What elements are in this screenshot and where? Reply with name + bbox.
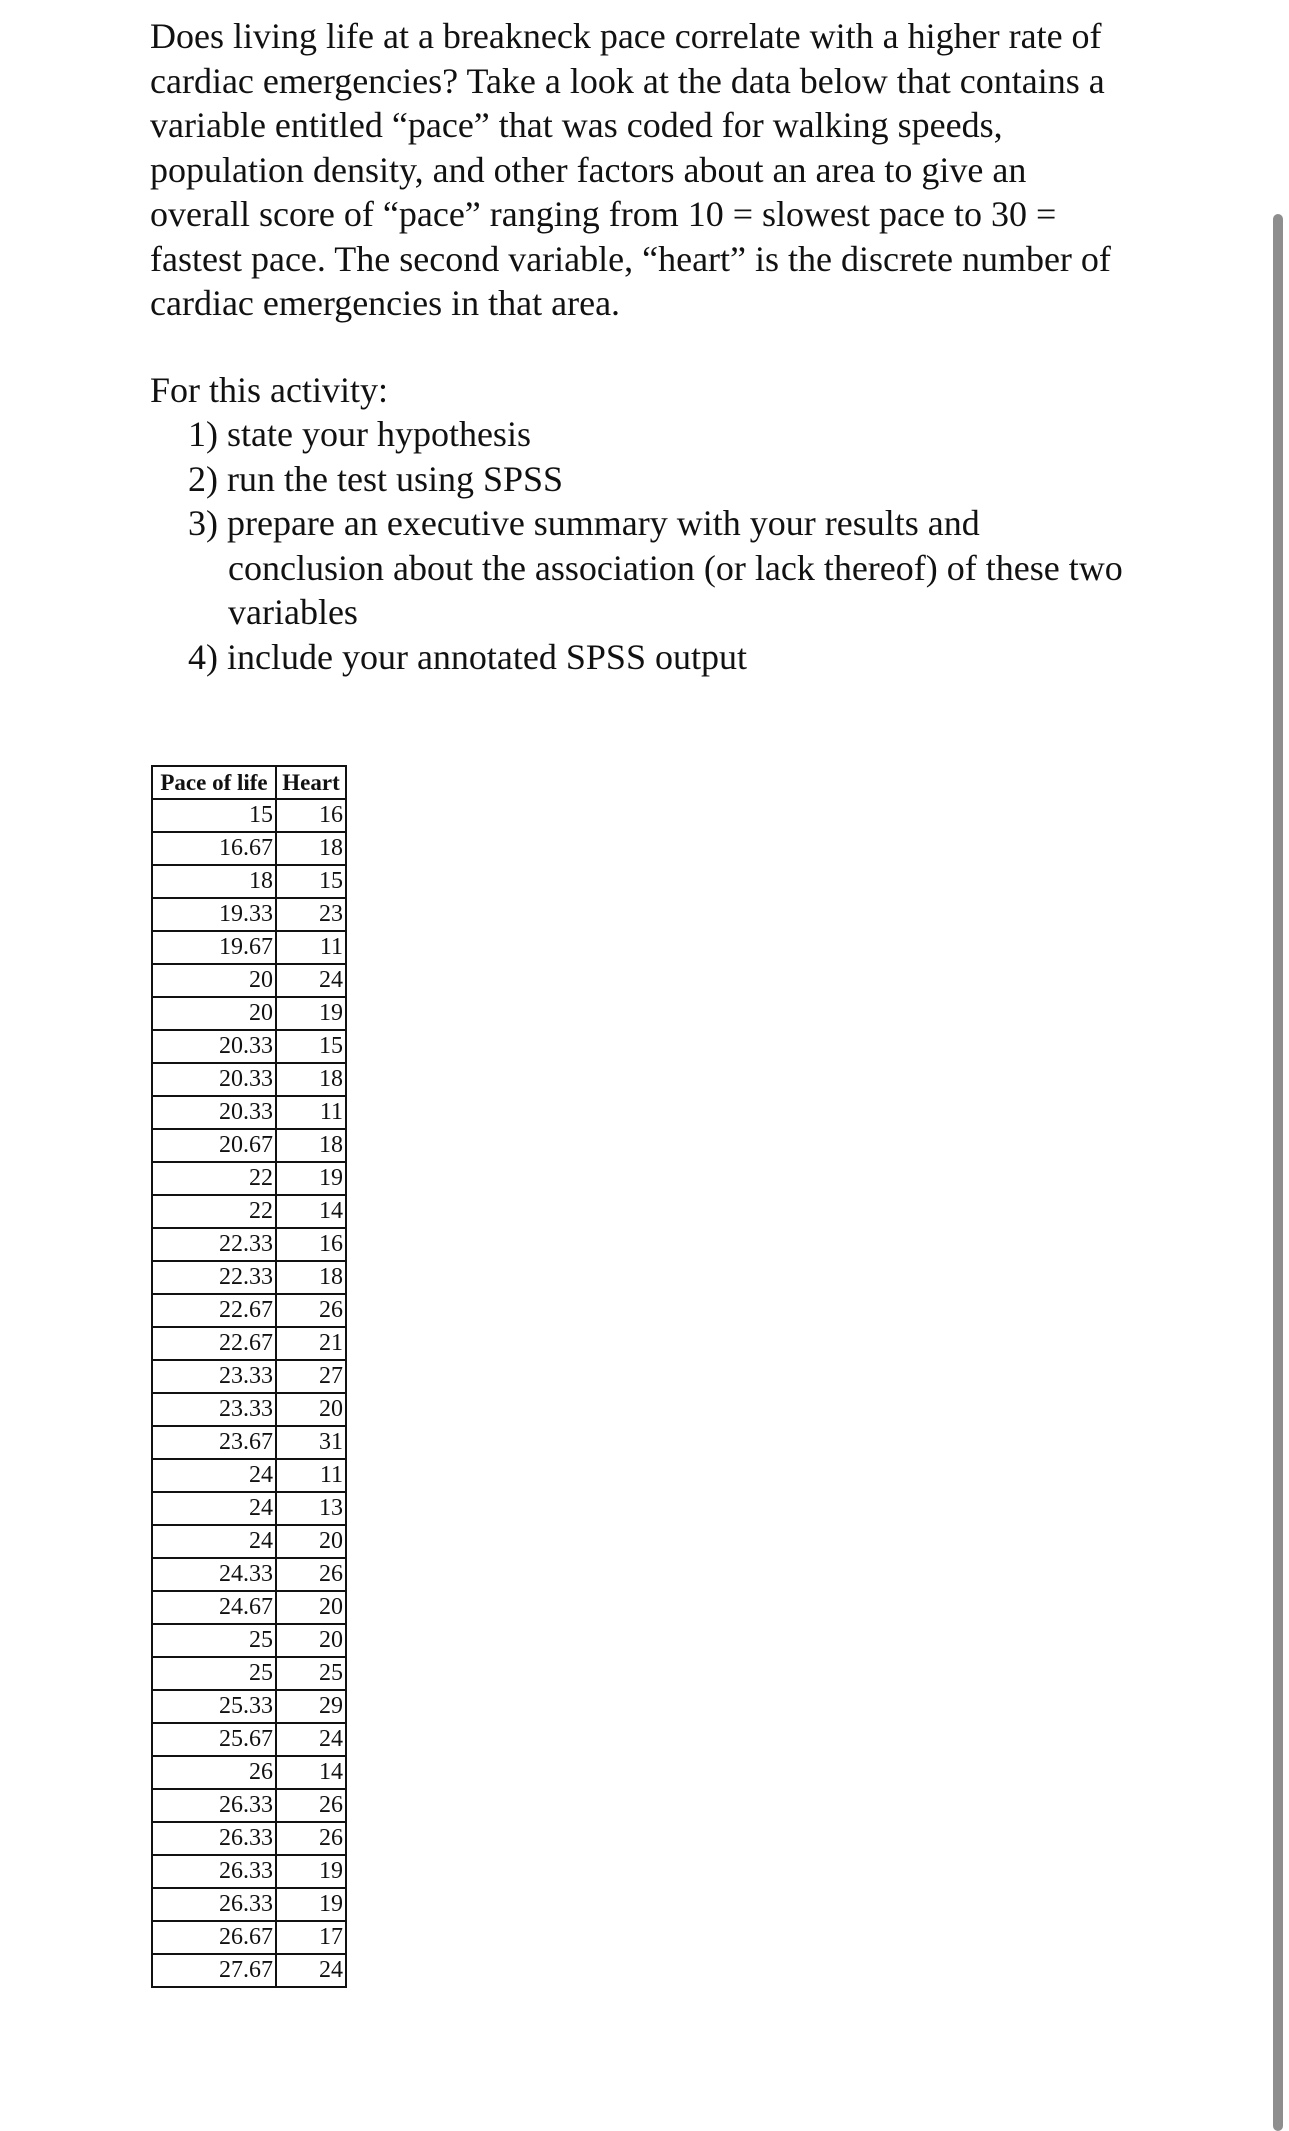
- table-row: [152, 865, 346, 898]
- pace-of-life-cell: 22: [152, 1162, 276, 1195]
- heart-cell: 31: [276, 1426, 346, 1459]
- pace-of-life-cell: 25.33: [152, 1690, 276, 1723]
- pace-of-life-cell: 18: [152, 865, 276, 898]
- heart-cell: 16: [276, 1228, 346, 1261]
- pace-of-life-cell: 24: [152, 1525, 276, 1558]
- pace-of-life-cell: 24.67: [152, 1591, 276, 1624]
- table-row: [152, 1162, 346, 1195]
- heart-cell: 18: [276, 1063, 346, 1096]
- table-row: [152, 1063, 346, 1096]
- table-row: [152, 964, 346, 997]
- heart-cell: 19: [276, 1888, 346, 1921]
- step-item-spss-output: 4) include your annotated SPSS output: [188, 636, 747, 677]
- activity-heading: For this activity:: [150, 370, 388, 410]
- table-row: [152, 1525, 346, 1558]
- heart-cell: 11: [276, 931, 346, 964]
- pace-of-life-cell: 19.33: [152, 898, 276, 931]
- heart-cell: 20: [276, 1591, 346, 1624]
- heart-cell: 18: [276, 832, 346, 865]
- pace-of-life-cell: 26.33: [152, 1888, 276, 1921]
- table-row: [152, 1624, 346, 1657]
- heart-cell: 16: [276, 799, 346, 832]
- heart-cell: 20: [276, 1393, 346, 1426]
- table-row: [152, 1228, 346, 1261]
- table-row: [152, 1261, 346, 1294]
- heart-cell: 17: [276, 1921, 346, 1954]
- pace-of-life-cell: 24.33: [152, 1558, 276, 1591]
- pace-of-life-cell: 27.67: [152, 1954, 276, 1987]
- heart-cell: 26: [276, 1294, 346, 1327]
- table-row: [152, 1657, 346, 1690]
- table-row: [152, 1294, 346, 1327]
- pace-of-life-cell: 26.67: [152, 1921, 276, 1954]
- table-row: [152, 931, 346, 964]
- pace-of-life-cell: 24: [152, 1459, 276, 1492]
- column-header-heart: Heart: [276, 766, 346, 799]
- table-row: [152, 1723, 346, 1756]
- pace-of-life-cell: 20: [152, 997, 276, 1030]
- table-header-row: [152, 766, 346, 799]
- pace-of-life-cell: 20.33: [152, 1030, 276, 1063]
- step-item-hypothesis: 1) state your hypothesis: [188, 414, 531, 454]
- table-row: [152, 1690, 346, 1723]
- pace-of-life-cell: 16.67: [152, 832, 276, 865]
- heart-cell: 24: [276, 1954, 346, 1987]
- heart-cell: 27: [276, 1360, 346, 1393]
- table-row: [152, 1921, 346, 1954]
- heart-cell: 15: [276, 1030, 346, 1063]
- table-row: [152, 1954, 346, 1987]
- step-item-run-test: 2) run the test using SPSS: [188, 458, 564, 499]
- pace-of-life-cell: 20.67: [152, 1129, 276, 1162]
- table-row: [152, 1492, 346, 1525]
- pace-of-life-cell: 15: [152, 799, 276, 832]
- pace-of-life-cell: 20.33: [152, 1096, 276, 1129]
- heart-cell: 19: [276, 1162, 346, 1195]
- pace-of-life-cell: 24: [152, 1492, 276, 1525]
- column-header-pace-of-life: Pace of life: [152, 766, 276, 799]
- heart-cell: 11: [276, 1096, 346, 1129]
- heart-cell: 24: [276, 1723, 346, 1756]
- pace-of-life-cell: 25.67: [152, 1723, 276, 1756]
- heart-cell: 20: [276, 1624, 346, 1657]
- intro-paragraph: Does living life at a breakneck pace correlate with a higher rate of cardiac emergencies? Take a look at the data below that contains a variable entitled “pace” that was coded for walking speeds, population density, and other factors about an area to give an overall score of “pace” ranging from 10 = slowest pace to 30 = fastest pace. The second variable, “heart” is the discrete number of cardiac emergencies in that area.: [150, 16, 1111, 323]
- table-row: [152, 1855, 346, 1888]
- heart-cell: 15: [276, 865, 346, 898]
- table-row: [152, 1822, 346, 1855]
- table-row: [152, 997, 346, 1030]
- activity-steps-list: [188, 412, 1138, 679]
- table-row: [152, 1195, 346, 1228]
- table-row: [152, 1393, 346, 1426]
- table-row: [152, 1789, 346, 1822]
- table-row: [152, 1591, 346, 1624]
- heart-cell: 18: [276, 1261, 346, 1294]
- table-row: [152, 1459, 346, 1492]
- step-item-executive-summary: 3) prepare an executive summary with your results and conclusion about the association (or lack thereof) of these two variables: [188, 503, 1123, 632]
- table-row: [152, 799, 346, 832]
- table-row: [152, 1558, 346, 1591]
- pace-of-life-cell: 22: [152, 1195, 276, 1228]
- table-row: [152, 1129, 346, 1162]
- pace-of-life-cell: 25: [152, 1657, 276, 1690]
- heart-cell: 14: [276, 1195, 346, 1228]
- table-row: [152, 1756, 346, 1789]
- heart-cell: 24: [276, 964, 346, 997]
- pace-of-life-cell: 26.33: [152, 1855, 276, 1888]
- heart-cell: 26: [276, 1822, 346, 1855]
- pace-of-life-cell: 23.33: [152, 1393, 276, 1426]
- heart-cell: 23: [276, 898, 346, 931]
- pace-of-life-cell: 23.33: [152, 1360, 276, 1393]
- heart-cell: 21: [276, 1327, 346, 1360]
- table-row: [152, 898, 346, 931]
- heart-cell: 25: [276, 1657, 346, 1690]
- pace-of-life-cell: 22.67: [152, 1294, 276, 1327]
- heart-cell: 18: [276, 1129, 346, 1162]
- heart-cell: 29: [276, 1690, 346, 1723]
- heart-cell: 19: [276, 997, 346, 1030]
- heart-cell: 20: [276, 1525, 346, 1558]
- heart-cell: 11: [276, 1459, 346, 1492]
- pace-of-life-cell: 19.67: [152, 931, 276, 964]
- pace-of-life-cell: 20.33: [152, 1063, 276, 1096]
- pace-of-life-cell: 26.33: [152, 1789, 276, 1822]
- pace-of-life-cell: 22.67: [152, 1327, 276, 1360]
- pace-of-life-cell: 25: [152, 1624, 276, 1657]
- heart-cell: 14: [276, 1756, 346, 1789]
- table-row: [152, 1327, 346, 1360]
- heart-cell: 26: [276, 1558, 346, 1591]
- table-row: [152, 1360, 346, 1393]
- heart-cell: 13: [276, 1492, 346, 1525]
- pace-of-life-cell: 20: [152, 964, 276, 997]
- pace-of-life-cell: 22.33: [152, 1228, 276, 1261]
- heart-cell: 19: [276, 1855, 346, 1888]
- table-body: [152, 799, 346, 1987]
- table-row: [152, 1096, 346, 1129]
- pace-heart-data-table: [151, 765, 347, 1988]
- heart-cell: 26: [276, 1789, 346, 1822]
- pace-of-life-cell: 23.67: [152, 1426, 276, 1459]
- table-row: [152, 832, 346, 865]
- vertical-scrollbar[interactable]: [1273, 214, 1283, 2131]
- pace-of-life-cell: 26.33: [152, 1822, 276, 1855]
- table-row: [152, 1030, 346, 1063]
- pace-of-life-cell: 22.33: [152, 1261, 276, 1294]
- table-row: [152, 1426, 346, 1459]
- pace-of-life-cell: 26: [152, 1756, 276, 1789]
- table-row: [152, 1888, 346, 1921]
